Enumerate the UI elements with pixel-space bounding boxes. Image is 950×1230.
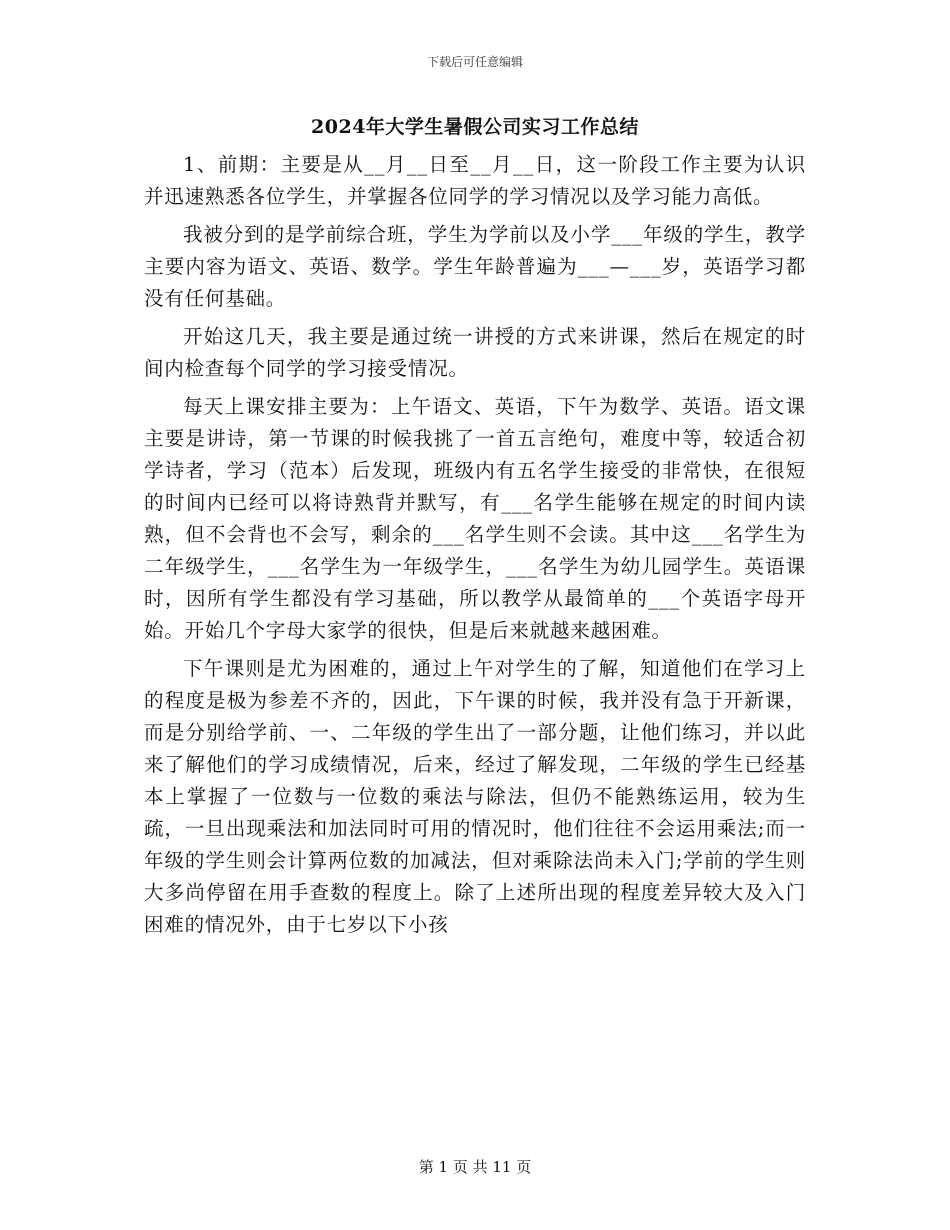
paragraph-1: 1、前期：主要是从__月__日至__月__日，这一阶段工作主要为认识并迅速熟悉各位学生，并掌握各位同学的学习情况以及学习能力高低。 bbox=[144, 153, 806, 208]
paragraph-5: 下午课则是尤为困难的，通过上午对学生的了解，知道他们在学习上的程度是极为参差不齐的，因此，下午课的时候，我并没有急于开新课，而是分别给学前、一、二年级的学生出了一部分题，让他们练习，并以此来了解他们的学习成绩情况，后来，经过了解发现，二年级的学生已经基本上掌握了一位数与一位数的乘法与除法，但仍不能熟练运用，较为生疏，一旦出现乘法和加法同时可用的情况时，他们往往不会运用乘法;而一年级的学生则会计算两位数的加减法，但对乘除法尚未入门;学前的学生则大多尚停留在用手查数的程度上。除了上述所出现的程度差异较大及入门困难的情况外，由于七岁以下小孩 bbox=[144, 657, 806, 936]
page-header-note: 下载后可任意编辑 bbox=[426, 55, 523, 69]
paragraph-4: 每天上课安排主要为：上午语文、英语，下午为数学、英语。语文课主要是讲诗，第一节课的时候我挑了一首五言绝句，难度中等，较适合初学诗者，学习（范本）后发现，班级内有五名学生接受的非常快，在很短的时间内已经可以将诗熟背并默写，有___名学生能够在规定的时间内读熟，但不会背也不会写，剩余的___名学生则不会读。其中这___名学生为二年级学生，___名学生为一年级学生，___名学生为幼儿园学生。英语课时，因所有学生都没有学习基础，所以教学从最简单的___个英语字母开始。开始几个字母大家学的很快，但是后来就越来越困难。 bbox=[144, 395, 806, 642]
document-title: 2024年大学生暑假公司实习工作总结 bbox=[311, 116, 639, 138]
page-number-footer: 第 1 页 共 11 页 bbox=[418, 1158, 532, 1176]
document-body bbox=[144, 149, 806, 941]
paragraph-3: 开始这几天，我主要是通过统一讲授的方式来讲课，然后在规定的时间内检查每个同学的学习接受情况。 bbox=[144, 325, 806, 380]
paragraph-2: 我被分到的是学前综合班，学生为学前以及小学___年级的学生，教学主要内容为语文、英语、数学。学生年龄普遍为___—___岁，英语学习都没有任何基础。 bbox=[144, 223, 806, 310]
